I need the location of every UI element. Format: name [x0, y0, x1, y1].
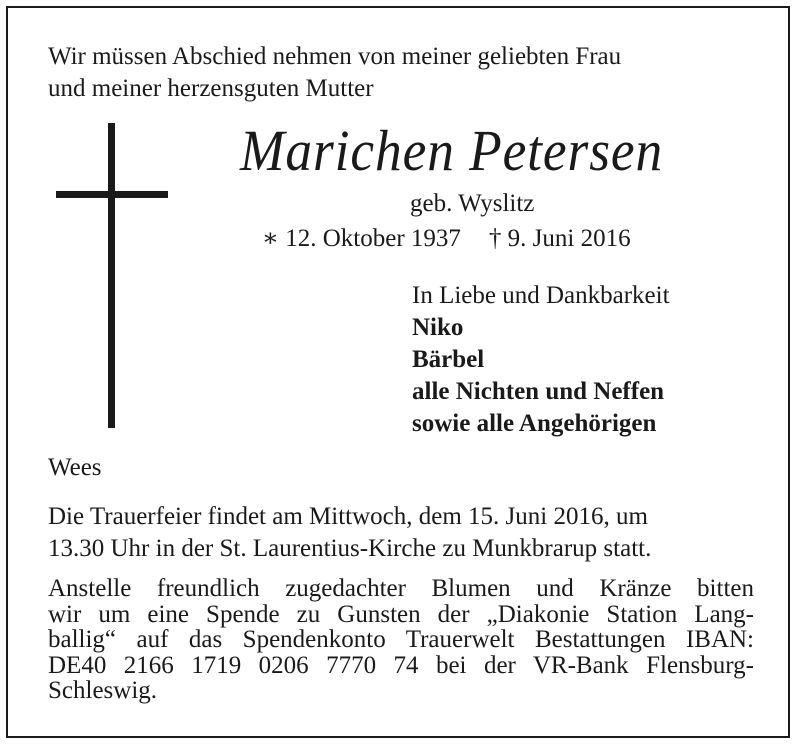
donation-line: DE40 2166 1719 0206 7770 74 bei der VR-Bank Flensburg- [48, 651, 754, 679]
donation-line: Anstelle freundlich zugedachter Blumen und Kränze bitten [48, 575, 754, 602]
life-dates [262, 224, 631, 254]
donation-line: wir um eine Spende zu Gunsten der „Diakonie Station Lang- [48, 600, 754, 628]
mourner-name: alle Nichten und Neffen [412, 378, 665, 405]
intro-text [48, 42, 621, 106]
donation-line: ballig“ auf das Spendenkonto Trauerwelt Bestattungen IBAN: [48, 626, 754, 653]
donation-line: Schleswig. [48, 677, 158, 704]
ceremony-text [48, 502, 651, 566]
mourner-name: sowie alle Angehörigen [412, 410, 657, 437]
ceremony-line: 13.30 Uhr in der St. Laurentius-Kirche zu Munkbrarup statt. [48, 535, 652, 562]
intro-line: und meiner herzensguten Mutter [48, 75, 374, 102]
death-date: † 9. Juni 2016 [488, 225, 631, 252]
birth-date: ∗ 12. Oktober 1937 [262, 225, 461, 252]
deceased-name: Marichen Petersen [240, 118, 664, 183]
mourners-block [412, 281, 670, 441]
mourner-name: Bärbel [412, 346, 485, 373]
donation-text [48, 576, 754, 704]
intro-line: Wir müssen Abschied nehmen von meiner geliebten Frau [48, 43, 622, 70]
place-name: Wees [48, 454, 102, 481]
ceremony-line: Die Trauerfeier findet am Mittwoch, dem 15. Juni 2016, um [48, 503, 648, 530]
birth-name: geb. Wyslitz [410, 190, 535, 217]
mourner-name: Niko [412, 314, 464, 341]
mourners-intro: In Liebe und Dankbarkeit [412, 282, 670, 309]
cross-icon [108, 123, 115, 428]
cross-icon-bar [56, 191, 168, 198]
